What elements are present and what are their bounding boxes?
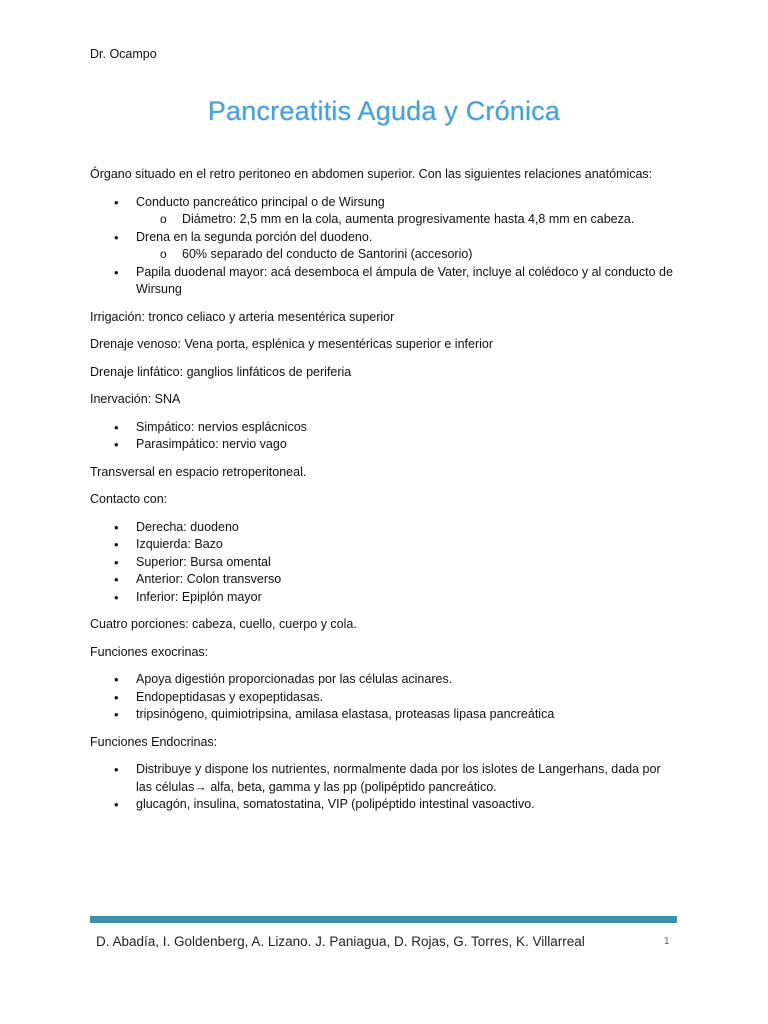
list-item <box>90 536 680 554</box>
bullet-icon: • <box>114 519 119 535</box>
list-item <box>90 554 680 572</box>
porciones-paragraph: Cuatro porciones: cabeza, cuello, cuerpo y cola. <box>90 617 357 631</box>
sub-list-item-text: 60% separado del conducto de Santorini (accesorio) <box>182 247 473 261</box>
list-item <box>90 436 680 454</box>
list-item-text: Distribuye y dispone los nutrientes, normalmente dada por los islotes de Langerhans, dada por las células→ alfa, beta, gamma y las pp (polipéptido pancreático. <box>136 762 661 794</box>
bullet-icon: • <box>114 554 119 570</box>
list-item-text: Derecha: duodeno <box>136 519 239 534</box>
list-item-text: tripsinógeno, quimiotripsina, amilasa elastasa, proteasas lipasa pancreática <box>136 707 555 721</box>
list-item-text: Papila duodenal mayor: acá desemboca el ámpula de Vater, incluye al colédoco y al conducto de Wirsung <box>136 264 673 296</box>
list-item-text: glucagón, insulina, somatostatina, VIP (polipéptido intestinal vasoactivo. <box>136 797 535 811</box>
list-item-text: Drena en la segunda porción del duodeno. <box>136 229 373 244</box>
list-item-text: Endopeptidasas y exopeptidasas. <box>136 689 323 704</box>
list-item-text: Anterior: Colon transverso <box>136 572 282 586</box>
document-title: Pancreatitis Aguda y Crónica <box>207 96 561 126</box>
irrigacion-paragraph: Irrigación: tronco celiaco y arteria mesentérica superior <box>90 309 395 324</box>
sub-list <box>136 211 680 229</box>
endocrinas-label: Funciones Endocrinas: <box>90 734 218 749</box>
sub-list <box>136 246 680 264</box>
bullet-icon: • <box>114 437 119 452</box>
list-item <box>90 796 680 814</box>
bullet-icon: • <box>114 229 119 245</box>
drenaje-venoso-paragraph: Drenaje venoso: Vena porta, esplénica y mesentéricas superior e inferior <box>90 337 493 351</box>
list-item-text: Inferior: Epiplón mayor <box>136 589 262 604</box>
inervacion-list <box>90 419 680 454</box>
list-item <box>90 761 680 796</box>
bullet-icon: • <box>114 672 119 687</box>
intro-paragraph: Órgano situado en el retro peritoneo en abdomen superior. Con las siguientes relaciones anatómicas: <box>90 167 653 181</box>
bullet-icon: • <box>114 762 119 777</box>
bullet-icon: • <box>114 194 119 210</box>
list-item <box>90 671 680 689</box>
sub-list-item-text: Diámetro: 2,5 mm en la cola, aumenta progresivamente hasta 4,8 mm en cabeza. <box>182 212 635 226</box>
list-item-text: Parasimpático: nervio vago <box>136 437 287 451</box>
drenaje-linfatico-paragraph: Drenaje linfático: ganglios linfáticos de periferia <box>90 364 352 379</box>
list-item <box>90 194 680 229</box>
footer-authors: D. Abadía, I. Goldenberg, A. Lizano. J. Paniagua, D. Rojas, G. Torres, K. Villarreal <box>96 934 585 949</box>
list-item <box>90 589 680 607</box>
relations-list <box>90 194 680 299</box>
list-item-text: Simpático: nervios esplácnicos <box>136 419 307 434</box>
bullet-icon: • <box>114 589 119 605</box>
exocrinas-list <box>90 671 680 724</box>
list-item-text: Izquierda: Bazo <box>136 537 223 551</box>
document-body <box>90 166 680 824</box>
list-item <box>90 519 680 537</box>
inervacion-paragraph: Inervación: SNA <box>90 392 181 406</box>
bullet-icon: • <box>114 419 119 435</box>
page-number: 1 <box>664 936 670 947</box>
exocrinas-label: Funciones exocrinas: <box>90 644 209 659</box>
sub-bullet-icon: o <box>160 247 167 261</box>
list-item <box>90 229 680 264</box>
bullet-icon: • <box>114 797 119 812</box>
list-item <box>90 689 680 707</box>
list-item <box>90 419 680 437</box>
bullet-icon: • <box>114 707 119 722</box>
list-item <box>90 264 680 299</box>
list-item <box>90 706 680 724</box>
footer-divider-bar <box>90 916 677 923</box>
header-author: Dr. Ocampo <box>90 47 157 61</box>
list-item-text: Conducto pancreático principal o de Wirsung <box>136 194 385 209</box>
sub-list-item <box>136 246 680 264</box>
bullet-icon: • <box>114 572 119 587</box>
sub-bullet-icon: o <box>160 212 167 226</box>
contacto-label: Contacto con: <box>90 492 168 506</box>
list-item-text: Apoya digestión proporcionadas por las células acinares. <box>136 672 453 686</box>
list-item-text: Superior: Bursa omental <box>136 554 271 569</box>
transversal-paragraph: Transversal en espacio retroperitoneal. <box>90 464 307 479</box>
contacto-list <box>90 519 680 607</box>
bullet-icon: • <box>114 689 119 705</box>
list-item <box>90 571 680 589</box>
endocrinas-list <box>90 761 680 814</box>
sub-list-item <box>136 211 680 229</box>
bullet-icon: • <box>114 264 119 280</box>
bullet-icon: • <box>114 537 119 552</box>
